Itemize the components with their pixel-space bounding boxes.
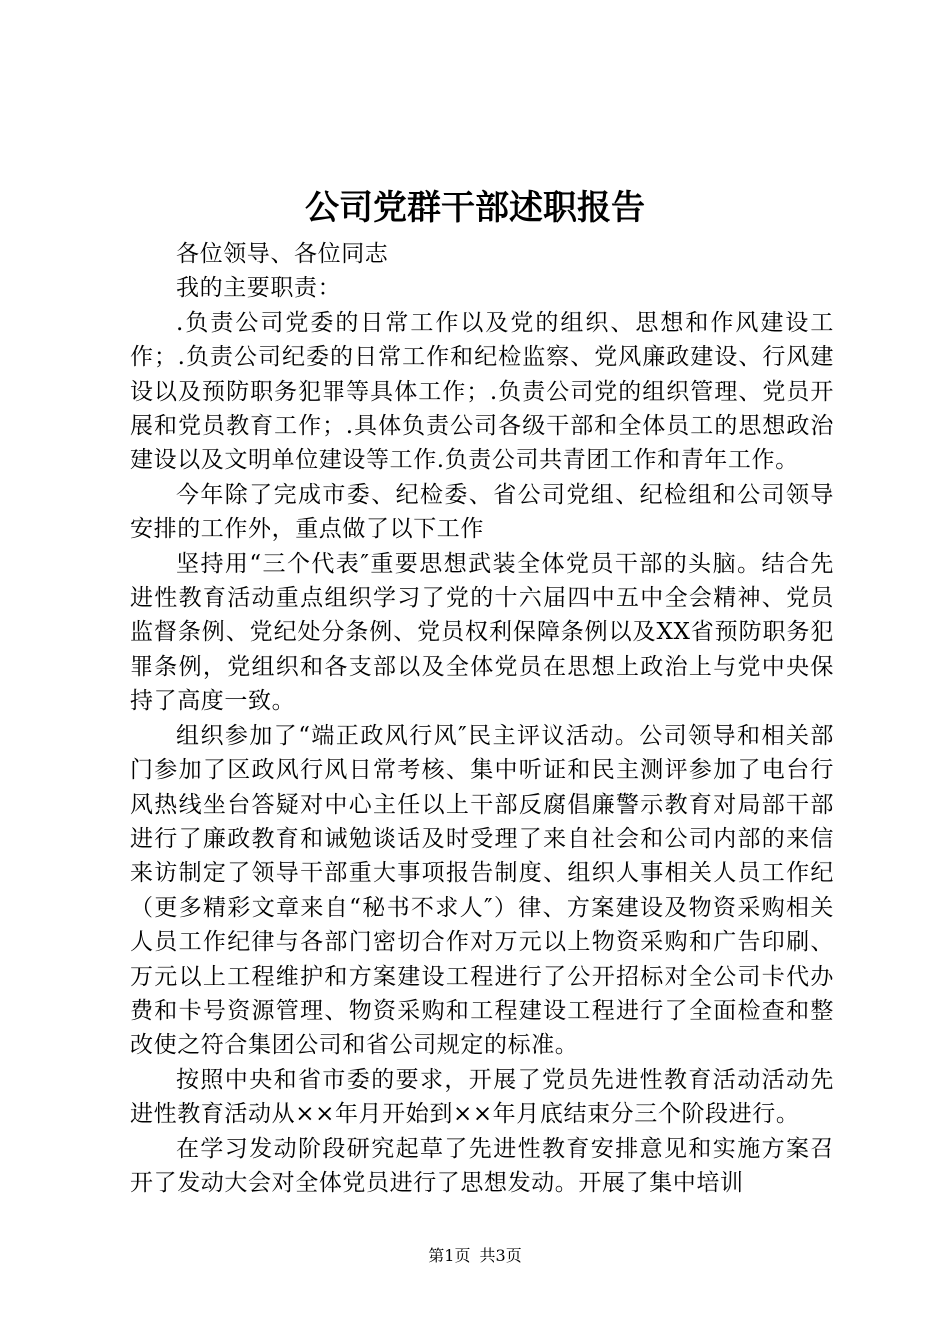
- paragraph-duties: .负责公司党委的日常工作以及党的组织、思想和作风建设工作；.负责公司纪委的日常工作和纪检监察、党风廉政建设、行风建设以及预防职务犯罪等具体工作；.负责公司党的组织管理、党员开展和党员教育工作；.具体负责公司各级干部和全体员工的思想政治建设以及文明单位建设等工作.负责公司共青团工作和青年工作。: [130, 309, 834, 474]
- document-body: [130, 237, 834, 1200]
- document-title: 公司党群干部述职报告: [305, 188, 645, 228]
- paragraph-three-represents: 坚持用“三个代表″重要思想武装全体党员干部的头脑。结合先进性教育活动重点组织学习了党的十六届四中五中全会精神、党员监督条例、党纪处分条例、党员权利保障条例以及XX省预防职务犯罪条例，党组织和各支部以及全体党员在思想上政治上与党中央保持了高度一致。: [130, 550, 834, 715]
- paragraph-education-campaign: 按照中央和省市委的要求，开展了党员先进性教育活动活动先进性教育活动从××年月开始到××年月底结束分三个阶段进行。: [130, 1066, 834, 1128]
- page-footer: [0, 1244, 950, 1268]
- paragraph-evaluation: 组织参加了“端正政风行风″民主评议活动。公司领导和相关部门参加了区政风行风日常考核、集中听证和民主测评参加了电台行风热线坐台答疑对中心主任以上干部反腐倡廉警示教育对局部干部进行了廉政教育和诫勉谈话及时受理了来自社会和公司内部的来信来访制定了领导干部重大事项报告制度、组织人事相关人员工作纪（更多精彩文章来自“秘书不求人″）律、方案建设及物资采购相关人员工作纪律与各部门密切合作对万元以上物资采购和广告印刷、万元以上工程维护和方案建设工程进行了公开招标对全公司卡代办费和卡号资源管理、物资采购和工程建设工程进行了全面检查和整改使之符合集团公司和省公司规定的标准。: [130, 722, 834, 1059]
- paragraph-duties-heading: 我的主要职责：: [176, 275, 342, 302]
- paragraph-study-stage: 在学习发动阶段研究起草了先进性教育安排意见和实施方案召开了发动大会对全体党员进行了思想发动。开展了集中培训: [130, 1135, 834, 1196]
- page-number: 第1页: [428, 1246, 471, 1265]
- page-total: 共3页: [479, 1246, 522, 1265]
- paragraph-work-intro: 今年除了完成市委、纪检委、省公司党组、纪检组和公司领导安排的工作外，重点做了以下工作: [130, 481, 834, 543]
- salutation: 各位领导、各位同志: [176, 241, 389, 267]
